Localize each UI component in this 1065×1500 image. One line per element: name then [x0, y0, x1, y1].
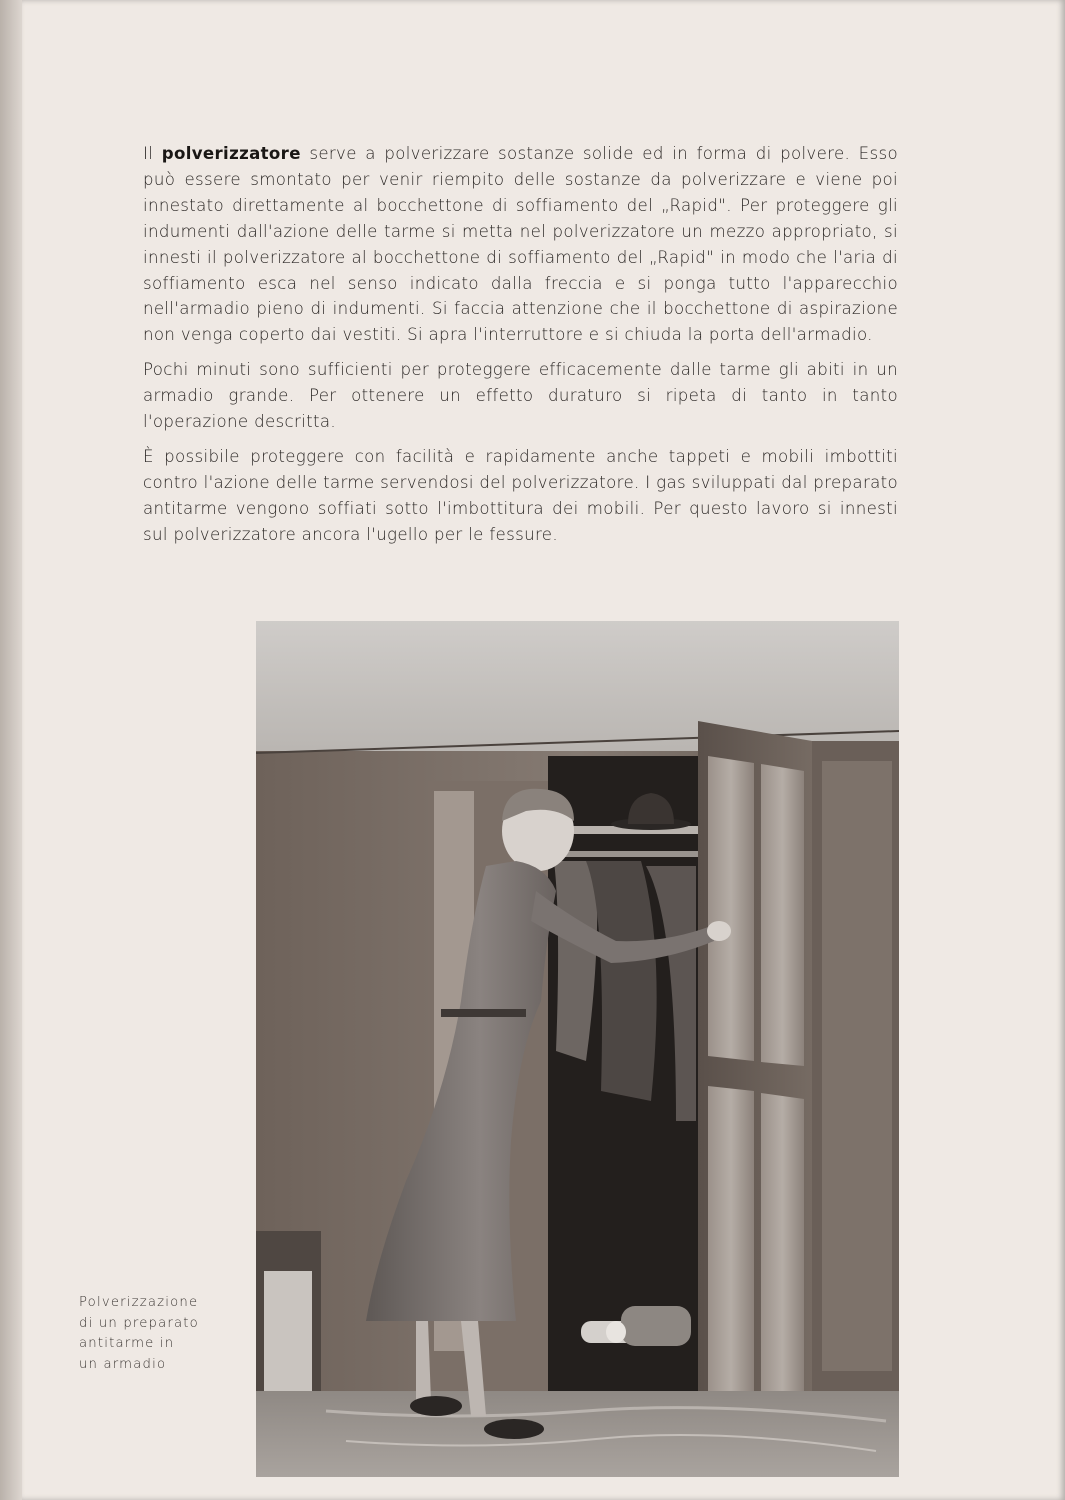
- paragraph-1-body: serve a polverizzare sostanze solide ed in forma di polvere. Esso può essere smontato per venir riempito delle sostanze da polverizzare e viene poi innestato direttamente al bocchettone di soffiamento del „Rapid". Per proteggere gli indumenti dall'azione delle tarme si metta nel polverizzatore un mezzo appropriato, si innesti il polverizzatore al bocchettone di soffiamento del „Rapid" in modo che l'aria di soffiamento esca nel senso indicato dalla freccia e si ponga tutto l'apparecchio nell'armadio pieno di indumenti. Si faccia attenzione che il bocchettone di aspirazione non venga coperto dai vestiti. Si apra l'interruttore e si chiuda la porta dell'armadio.: [143, 144, 898, 345]
- photo-caption: [79, 1293, 229, 1375]
- page-spine: [0, 0, 22, 1500]
- paragraph-1-lead: Il: [143, 144, 162, 163]
- wardrobe-photo-illustration: [256, 621, 899, 1477]
- caption-line-2: di un preparato: [79, 1315, 199, 1331]
- caption-line-1: Polverizzazione: [79, 1295, 199, 1310]
- document-page: [22, 0, 1065, 1500]
- paragraph-1: [143, 141, 898, 348]
- body-text: [143, 141, 898, 557]
- paragraph-3: È possibile proteggere con facilità e rapidamente anche tappeti e mobili imbottiti contro l'azione delle tarme servendosi del polverizzatore. I gas sviluppati dal preparato antitarme vengono soffiati sotto l'imbottitura dei mobili. Per questo lavoro si innesti sul polverizzatore ancora l'ugello per le fessure.: [143, 446, 898, 544]
- term-polverizzatore: polverizzatore: [161, 144, 301, 163]
- photo-woman-wardrobe: [256, 621, 899, 1477]
- caption-line-4: un armadio: [79, 1356, 167, 1372]
- caption-line-3: antitarme in: [79, 1336, 175, 1351]
- paragraph-2: Pochi minuti sono sufficienti per proteggere efficacemente dalle tarme gli abiti in un armadio grande. Per ottenere un effetto duraturo si ripeta di tanto in tanto l'operazione descritta.: [143, 360, 898, 432]
